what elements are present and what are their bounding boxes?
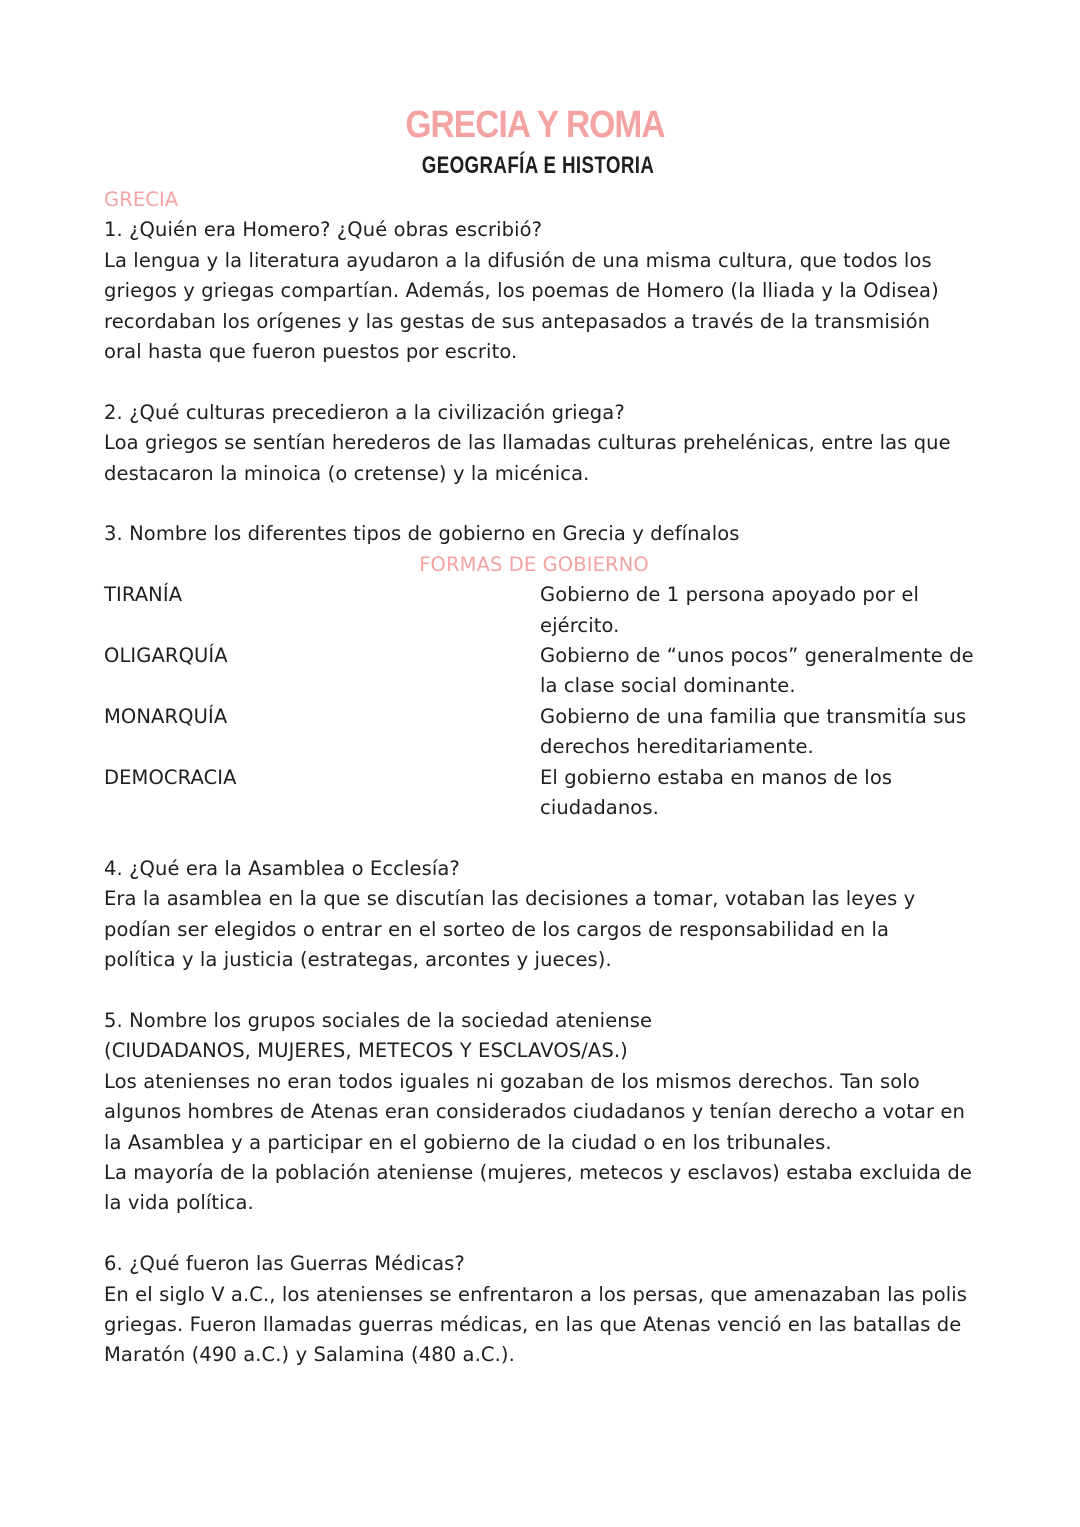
government-definition bbox=[540, 641, 980, 702]
document-body bbox=[104, 185, 984, 1371]
definition-line: la clase social dominante. bbox=[540, 674, 796, 698]
answer-5-line: la Asamblea y a participar en el gobierno de la ciudad o en los tribunales. bbox=[104, 1130, 832, 1154]
question-5: 5. Nombre los grupos sociales de la sociedad ateniense bbox=[104, 1008, 653, 1032]
page-subtitle: GEOGRAFÍA E HISTORIA bbox=[421, 152, 655, 179]
answer-5-line: algunos hombres de Atenas eran considerados ciudadanos y tenían derecho a votar en bbox=[104, 1100, 965, 1124]
answer-5-line: Los atenienses no eran todos iguales ni gozaban de los mismos derechos. Tan solo bbox=[104, 1069, 920, 1093]
definition-line: Gobierno de 1 persona apoyado por el bbox=[540, 583, 919, 607]
question-5-groups: (CIUDADANOS, MUJERES, METECOS Y ESCLAVOS/AS.) bbox=[104, 1039, 628, 1063]
spacer bbox=[104, 824, 984, 854]
answer-6-line: griegas. Fueron llamadas guerras médicas, en las que Atenas venció en las batallas de bbox=[104, 1312, 962, 1336]
spacer bbox=[104, 489, 984, 519]
spacer bbox=[104, 367, 984, 397]
answer-4-line: podían ser elegidos o entrar en el sorteo de los cargos de responsabilidad en la bbox=[104, 917, 890, 941]
government-row bbox=[104, 580, 984, 641]
answer-4-line: Era la asamblea en la que se discutían las decisiones a tomar, votaban las leyes y bbox=[104, 887, 916, 911]
definition-line: El gobierno estaba en manos de los bbox=[540, 765, 893, 789]
definition-line: Gobierno de “unos pocos” generalmente de bbox=[540, 644, 974, 668]
government-definition bbox=[540, 580, 980, 641]
question-6: 6. ¿Qué fueron las Guerras Médicas? bbox=[104, 1252, 465, 1276]
answer-6-line: En el siglo V a.C., los atenienses se enfrentaron a los persas, que amenazaban las polis bbox=[104, 1282, 968, 1306]
answer-2-line: Loa griegos se sentían herederos de las llamadas culturas prehelénicas, entre las que bbox=[104, 431, 951, 455]
question-4: 4. ¿Qué era la Asamblea o Ecclesía? bbox=[104, 856, 460, 880]
answer-5-line: la vida política. bbox=[104, 1191, 254, 1215]
answer-1-line: griegos y griegas compartían. Además, los poemas de Homero (la lliada y la Odisea) bbox=[104, 279, 939, 303]
question-1: 1. ¿Quién era Homero? ¿Qué obras escribió? bbox=[104, 218, 543, 242]
answer-5-line: La mayoría de la población ateniense (mujeres, metecos y esclavos) estaba excluida de bbox=[104, 1160, 972, 1184]
government-term: MONARQUÍA bbox=[104, 704, 228, 728]
section-label: GRECIA bbox=[104, 188, 179, 211]
answer-1-line: recordaban los orígenes y las gestas de sus antepasados a través de la transmisión bbox=[104, 309, 931, 333]
page-title: GRECIA Y ROMA bbox=[405, 104, 665, 146]
answer-1-line: oral hasta que fueron puestos por escrito. bbox=[104, 340, 518, 364]
definition-line: derechos hereditariamente. bbox=[540, 735, 814, 759]
government-definition bbox=[540, 763, 980, 824]
answer-1-line: La lengua y la literatura ayudaron a la difusión de una misma cultura, que todos los bbox=[104, 248, 932, 272]
government-term: TIRANÍA bbox=[104, 583, 183, 607]
question-3: 3. Nombre los diferentes tipos de gobierno en Grecia y defínalos bbox=[104, 522, 740, 546]
definition-line: ejército. bbox=[540, 613, 620, 637]
government-row bbox=[104, 702, 984, 763]
definition-line: Gobierno de una familia que transmitía sus bbox=[540, 704, 967, 728]
definition-line: ciudadanos. bbox=[540, 796, 659, 820]
question-2: 2. ¿Qué culturas precedieron a la civilización griega? bbox=[104, 400, 625, 424]
answer-2-line: destacaron la minoica (o cretense) y la micénica. bbox=[104, 461, 590, 485]
government-row bbox=[104, 641, 984, 702]
government-term: OLIGARQUÍA bbox=[104, 644, 228, 668]
answer-6-line: Maratón (490 a.C.) y Salamina (480 a.C.). bbox=[104, 1343, 515, 1367]
government-definition bbox=[540, 702, 980, 763]
answer-4-line: política y la justicia (estrategas, arcontes y jueces). bbox=[104, 948, 612, 972]
government-term: DEMOCRACIA bbox=[104, 765, 237, 789]
table-title: FORMAS DE GOBIERNO bbox=[419, 552, 649, 576]
spacer bbox=[104, 1219, 984, 1249]
spacer bbox=[104, 976, 984, 1006]
government-row bbox=[104, 763, 984, 824]
